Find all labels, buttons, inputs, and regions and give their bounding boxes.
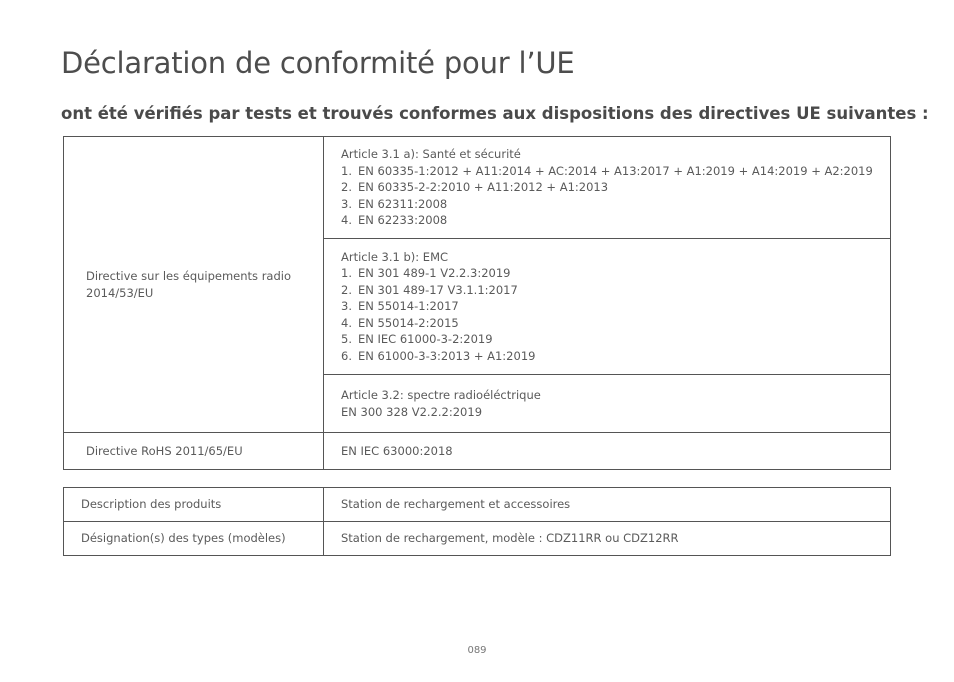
page-subtitle: ont été vérifiés par tests et trouvés conformes aux dispositions des directives UE suivantes :: [61, 104, 929, 123]
red-directive-number: 2014/53/EU: [86, 285, 154, 300]
designation-value: Station de rechargement, modèle : CDZ11RR ou CDZ12RR: [324, 522, 891, 556]
list-item: 1. EN 60335-1:2012 + A11:2014 + AC:2014 + A13:2017 + A1:2019 + A14:2019 + A2:2019: [341, 163, 873, 178]
table-row: [64, 137, 891, 239]
rohs-standard: EN IEC 63000:2018: [324, 433, 891, 470]
article-31a-heading: Article 3.1 a): Santé et sécurité: [341, 147, 521, 162]
table-row: [64, 433, 891, 470]
list-item: 2. EN 301 489-17 V3.1.1:2017: [341, 282, 518, 297]
directives-table: [63, 136, 891, 470]
article-32-cell: [324, 375, 891, 433]
list-item: 4. EN 62233:2008: [341, 213, 448, 228]
designation-label: Désignation(s) des types (modèles): [64, 522, 324, 556]
article-31a-cell: [324, 137, 891, 239]
description-label: Description des produits: [64, 488, 324, 522]
article-32-heading: Article 3.2: spectre radioéléctrique: [341, 388, 541, 402]
list-item: 6. EN 61000-3-3:2013 + A1:2019: [341, 348, 536, 363]
list-item: 2. EN 60335-2-2:2010 + A11:2012 + A1:2013: [341, 180, 609, 195]
article-31b-heading: Article 3.1 b): EMC: [341, 249, 449, 264]
list-item: 4. EN 55014-2:2015: [341, 315, 459, 330]
list-item: 5. EN IEC 61000-3-2:2019: [341, 332, 493, 347]
red-directive-label: Directive sur les équipements radio: [86, 269, 292, 283]
article-32-standard: EN 300 328 V2.2.2:2019: [341, 404, 483, 419]
red-directive-cell: [64, 137, 324, 433]
table-row: [64, 522, 891, 556]
page-title: Déclaration de conformité pour l’UE: [61, 46, 575, 80]
description-value: Station de rechargement et accessoires: [324, 488, 891, 522]
list-item: 1. EN 301 489-1 V2.2.3:2019: [341, 266, 511, 281]
products-table: [63, 487, 891, 556]
list-item: 3. EN 55014-1:2017: [341, 299, 459, 314]
table-row: [64, 488, 891, 522]
page-number: 089: [467, 645, 487, 656]
list-item: 3. EN 62311:2008: [341, 196, 448, 211]
rohs-label: Directive RoHS 2011/65/EU: [64, 433, 324, 470]
article-31b-cell: [324, 239, 891, 375]
